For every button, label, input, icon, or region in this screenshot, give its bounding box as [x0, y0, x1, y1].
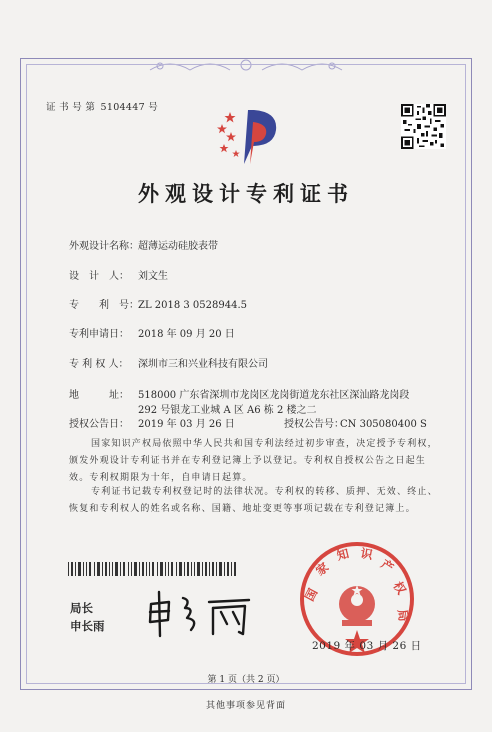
- field-grant-date: 授权公告日： 2019 年 03 月 26 日: [69, 419, 235, 430]
- footnote: 其他事项参见背面: [205, 701, 286, 711]
- svg-text:知: 知: [335, 546, 351, 563]
- seal-date: 2019 年 03 月 26 日: [312, 640, 422, 652]
- field-address-value: 518000 广东省深圳市龙岗区龙岗街道龙东社区深汕路龙岗段 292 号银龙工业城 A 区 A6 栋 2 楼之二: [138, 390, 410, 416]
- page-number: 第 1 页（共 2 页）: [207, 675, 285, 685]
- svg-text:国: 国: [302, 586, 321, 604]
- qr-code-icon: [401, 104, 446, 149]
- statement-paragraph-1: 国家知识产权局依照中华人民共和国专利法经过初步审查，决定授予专利权，颁发外观设计专利证书并在专利登记簿上予以登记。专利权自授权公告之日起生效。专利权期限为十年，自申请日起算。: [69, 439, 438, 483]
- signature-icon: [145, 590, 255, 638]
- field-address-label: 地 址：: [69, 390, 129, 401]
- director-name: 申长雨: [70, 619, 105, 633]
- svg-text:家: 家: [313, 559, 332, 579]
- svg-text:产: 产: [378, 556, 397, 576]
- field-application-date: 专利申请日： 2018 年 09 月 20 日: [69, 329, 235, 340]
- field-designer: 设 计 人： 刘文生: [69, 271, 168, 282]
- cnipa-logo-icon: [216, 106, 286, 166]
- statement-paragraph-2: 专利证书记载专利权登记时的法律状况。专利权的转移、质押、无效、终止、恢复和专利权人的姓名或名称、国籍、地址变更等事项记载在专利登记簿上。: [69, 487, 438, 514]
- field-patent-number: 专 利 号：ZL 2018 3 0528944.5: [69, 300, 248, 311]
- svg-text:识: 识: [359, 546, 374, 563]
- svg-text:权: 权: [390, 579, 409, 597]
- certificate-title: 外观设计专利证书: [138, 181, 354, 206]
- barcode-icon: [68, 562, 238, 576]
- director-title: 局长: [70, 601, 93, 615]
- field-design-name: 外观设计名称：超薄运动硅胶表带: [69, 241, 218, 252]
- certificate-number: 证 书 号 第 5104447 号: [46, 102, 159, 113]
- field-patentee: 专 利 权 人： 深圳市三和兴业科技有限公司: [69, 359, 268, 370]
- svg-text:局: 局: [395, 608, 411, 623]
- field-grant-number: 授权公告号：CN 305080400 S: [284, 419, 427, 430]
